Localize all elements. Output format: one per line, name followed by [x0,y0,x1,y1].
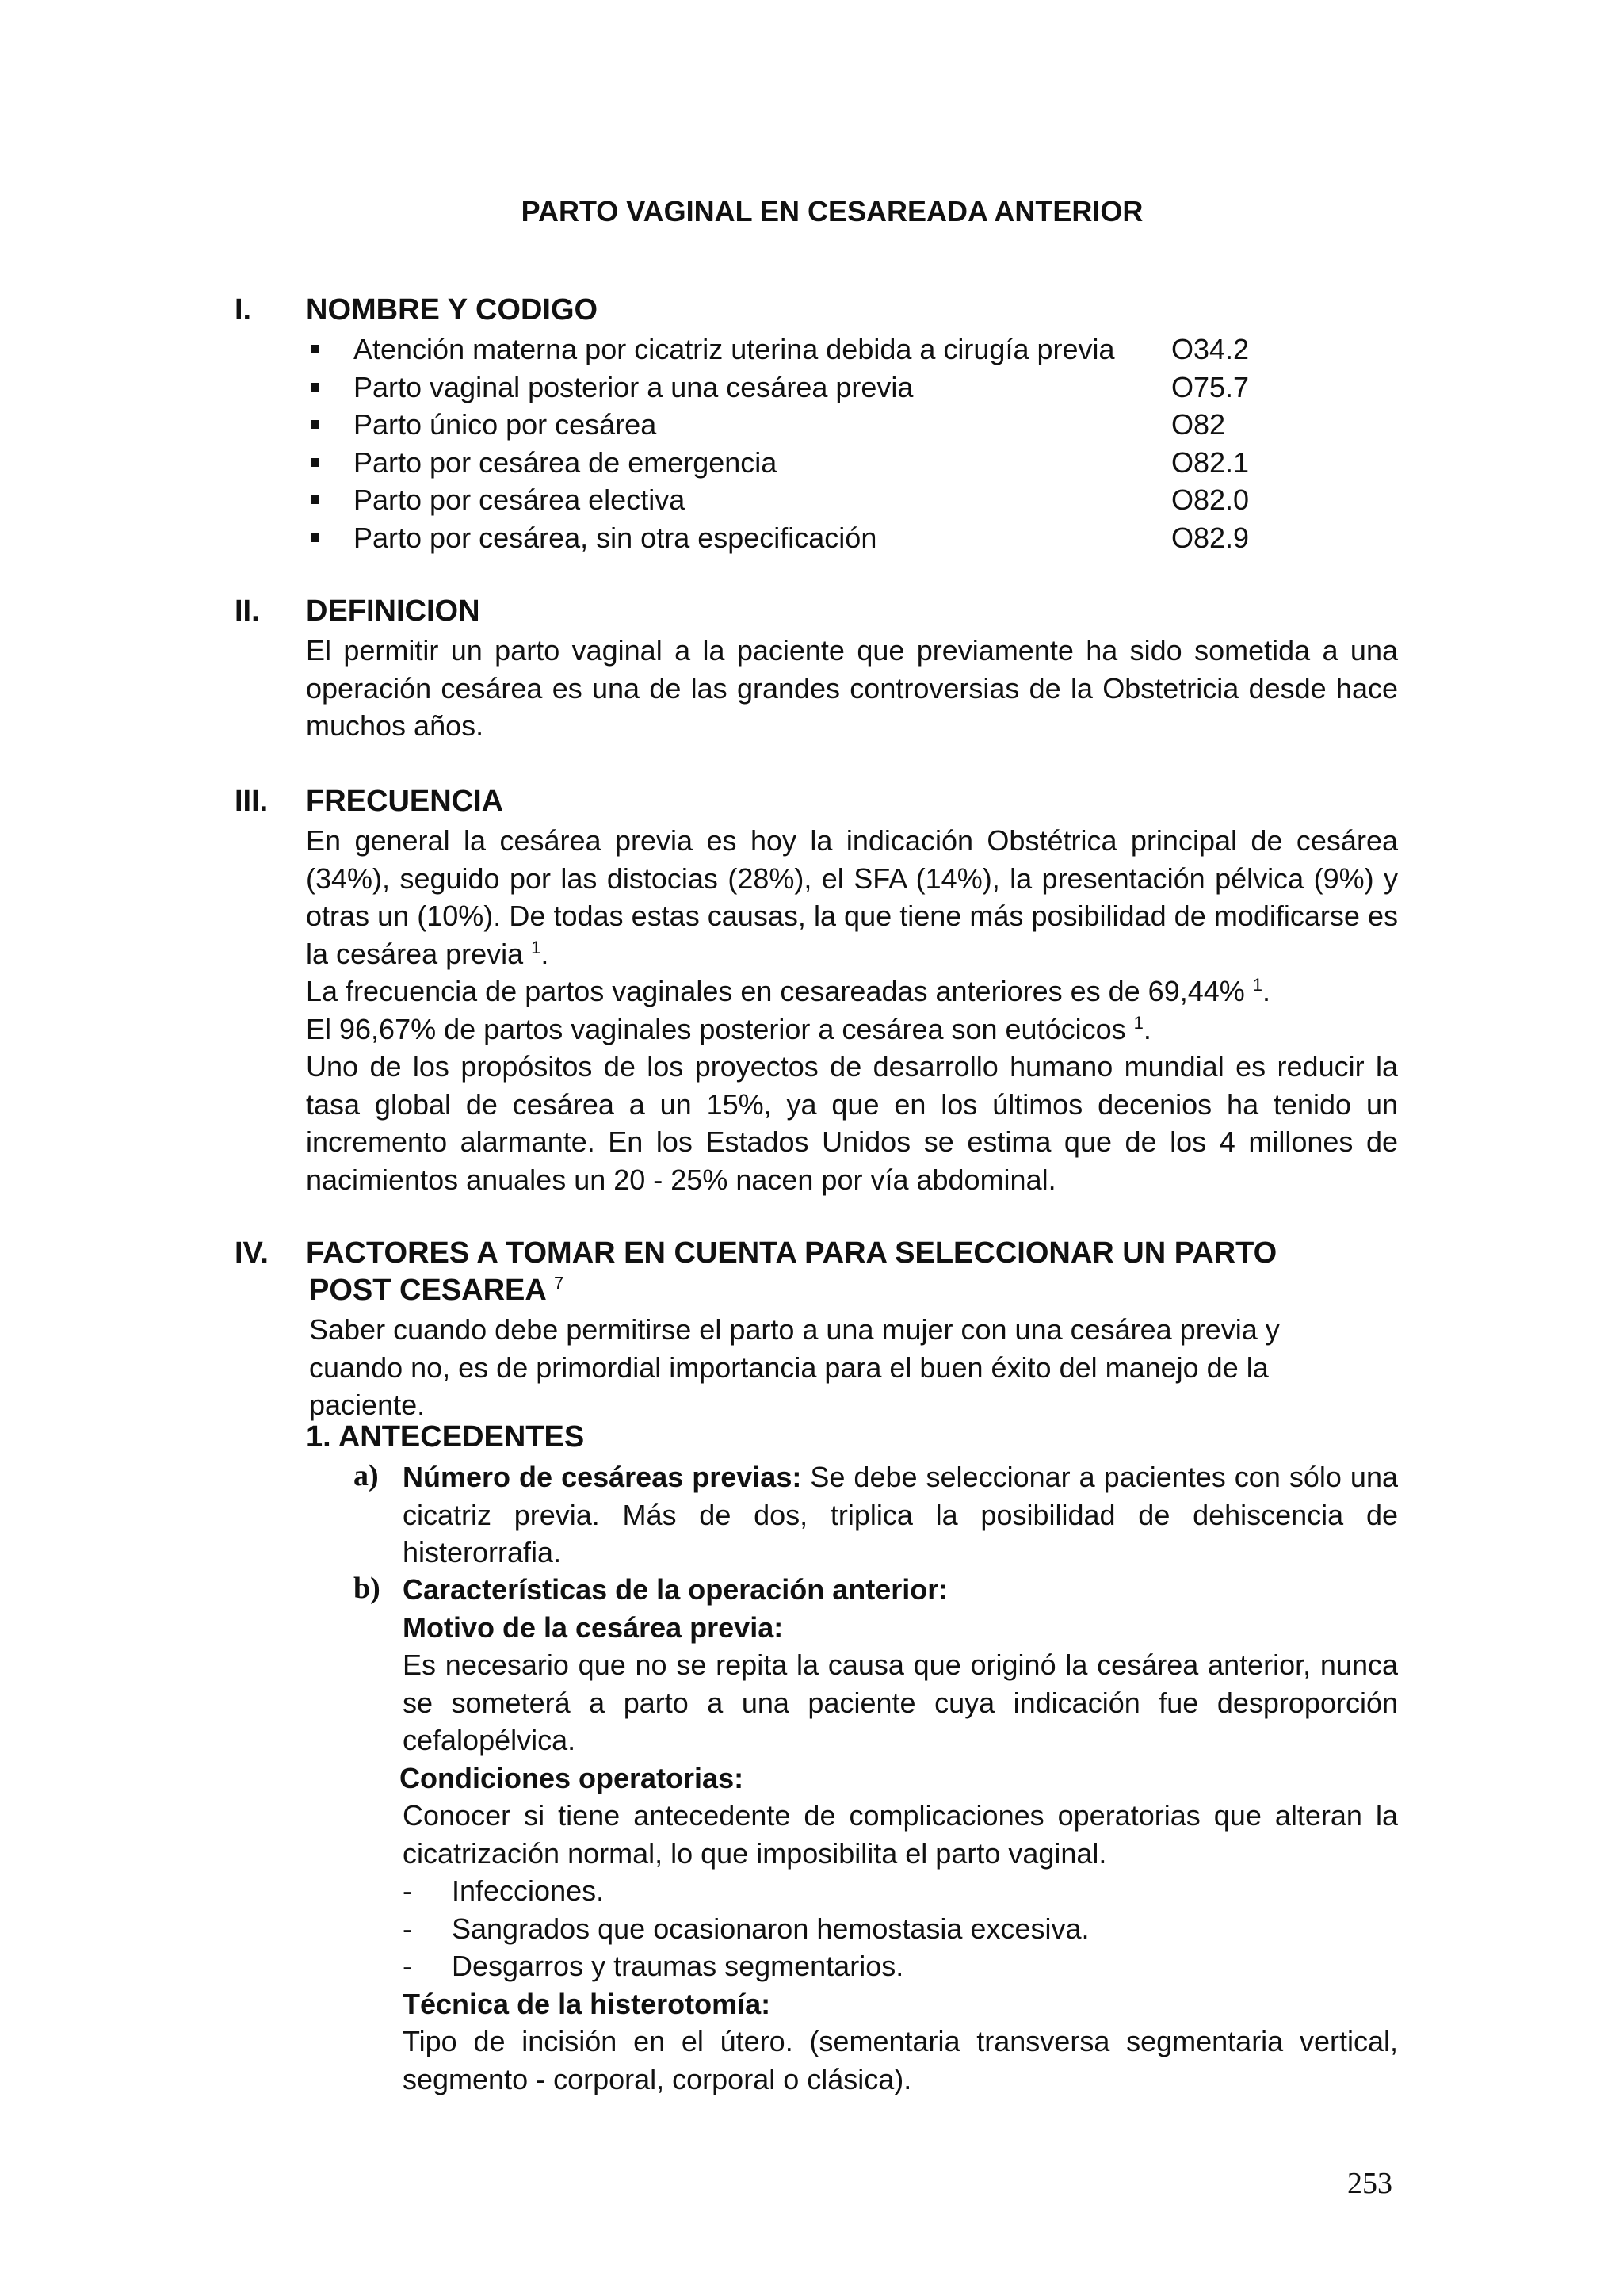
section-heading: NOMBRE Y CODIGO [306,293,598,327]
subsection-antecedentes: 1. ANTECEDENTES [306,1420,585,1454]
dash-item [403,1910,1398,1948]
code-description: Parto vaginal posterior a una cesárea previa [353,370,914,403]
code-row [306,369,1250,407]
frequency-paragraph: Uno de los propósitos de los proyectos de desarrollo humano mundial es reducir la tasa global de cesárea a un 15%, ya que en los últimos decenios ha tenido un incremento alarmante. En los Estados Unidos se estima que de los 4 millones de nacimientos anuales un 20 - 25% nacen por vía abdominal. [306,1050,1398,1196]
dash-item-text: Desgarros y traumas segmentarios. [452,1950,904,1982]
dash-marker: - [403,1874,412,1907]
dash-item-text: Sangrados que ocasionaron hemostasia excesiva. [452,1912,1090,1945]
item-letter-a: a) [353,1459,379,1492]
item-letter-b: b) [353,1572,380,1605]
tecnica-title: Técnica de la histerotomía: [403,1987,771,2020]
section-numeral: II. [235,594,260,628]
square-bullet-icon [311,495,319,504]
item-title: Características de la operación anterior: [403,1573,949,1606]
item-paragraph [403,1458,1398,1572]
paragraph-text: En general la cesárea previa es hoy la indicación Obstétrica principal de cesárea (34%), seguido por las distocias (28%), el SFA (14%), la presentación pélvica (9%) y otras un (10%). De todas estas causas, la que tiene más posibilidad de modificarse es la cesárea previa [306,824,1398,970]
square-bullet-icon [311,383,319,392]
frequency-paragraph: El 96,67% de partos vaginales posterior a cesárea son eutócicos $^1$. [306,1012,1151,1045]
dash-item [403,1872,1398,1910]
code-row [306,519,1250,557]
dash-marker: - [403,1912,412,1945]
section-numeral: IV. [235,1236,269,1270]
square-bullet-icon [311,458,319,467]
paragraph-text: El 96,67% de partos vaginales posterior a cesárea son eutócicos [306,1012,1134,1045]
reference-superscript: 1 [1133,1012,1144,1033]
factors-intro: Saber cuando debe permitirse el parto a una mujer con una cesárea previa y cuando no, es de primordial importancia para el buen éxito del manejo de la paciente. [309,1313,1280,1421]
section-numeral: III. [235,785,269,818]
code-row [306,406,1226,444]
page-number: 253 [1347,2167,1392,2200]
code-value: O82.9 [1171,521,1250,554]
square-bullet-icon [311,345,319,353]
code-row [306,481,1250,519]
code-value: O82.0 [1171,483,1250,516]
code-list [306,330,1250,556]
reference-superscript: 1 [531,937,541,957]
dash-item-text: Infecciones. [452,1874,605,1907]
code-description: Parto por cesárea de emergencia [353,445,777,479]
condiciones-text: Conocer si tiene antecedente de complicaciones operatorias que alteran la cicatrización normal, lo que imposibilita el parto vaginal. [403,1799,1398,1870]
code-description: Parto por cesárea, sin otra especificación [353,521,877,554]
code-value: O82 [1171,408,1226,441]
item-title: Número de cesáreas previas: [403,1461,802,1493]
section-numeral: I. [235,293,252,327]
item-numero-cesareas [403,1458,1398,1572]
reference-superscript: 7 [553,1273,564,1293]
frequency-text [306,822,1398,1198]
tecnica-text: Tipo de incisión en el útero. (sementaria transversa segmentaria vertical, segmento - corporal, corporal o clásica). [403,2025,1398,2095]
square-bullet-icon [311,420,319,429]
code-description: Parto único por cesárea [353,408,657,441]
item-caracteristicas [399,1571,1398,2098]
code-value: O75.7 [1171,370,1250,403]
reference-superscript: 1 [1252,975,1263,995]
section-heading-line2 [309,1274,563,1308]
definition-paragraph: El permitir un parto vaginal a la paciente que previamente ha sido sometida a una operación cesárea es una de las grandes controversias de la Obstetricia desde hace muchos años. [306,634,1398,742]
dash-item [403,1947,1398,1985]
condiciones-title: Condiciones operatorias: [399,1761,744,1794]
item-body: Se debe seleccionar a pacientes con sólo una cicatriz previa. Más de dos, triplica la posibilidad de dehiscencia de histerorrafia. [403,1461,1398,1568]
paragraph-text: La frecuencia de partos vaginales en cesareadas anteriores es de 69,44% [306,975,1253,1007]
motivo-text: Es necesario que no se repita la causa que originó la cesárea anterior, nunca se someterá a parto a una paciente cuya indicación fue desproporción cefalopélvica. [403,1648,1398,1756]
motivo-title: Motivo de la cesárea previa: [403,1610,784,1644]
section-heading: FACTORES A TOMAR EN CUENTA PARA SELECCIONAR UN PARTO [306,1236,1277,1270]
frequency-paragraph: En general la cesárea previa es hoy la indicación Obstétrica principal de cesárea (34%), seguido por las distocias (28%), el SFA (14%), la presentación pélvica (9%) y otras un (10%). De todas estas causas, la que tiene más posibilidad de modificarse es la cesárea previa $^1$. [306,824,1398,970]
section-heading: DEFINICION [306,594,480,628]
code-row [306,444,1250,482]
section-heading: FRECUENCIA [306,785,504,818]
code-description: Atención materna por cicatriz uterina debida a cirugía previa [353,333,1115,365]
heading-text: POST CESAREA [309,1274,546,1307]
dash-marker: - [403,1950,412,1982]
frequency-paragraph: La frecuencia de partos vaginales en cesareadas anteriores es de 69,44% $^1$. [306,975,1271,1007]
code-value: O82.1 [1171,445,1250,479]
code-description: Parto por cesárea electiva [353,483,685,516]
code-row [306,330,1250,369]
code-value: O34.2 [1171,333,1250,365]
square-bullet-icon [311,533,319,542]
document-title: PARTO VAGINAL EN CESAREADA ANTERIOR [521,195,1144,227]
